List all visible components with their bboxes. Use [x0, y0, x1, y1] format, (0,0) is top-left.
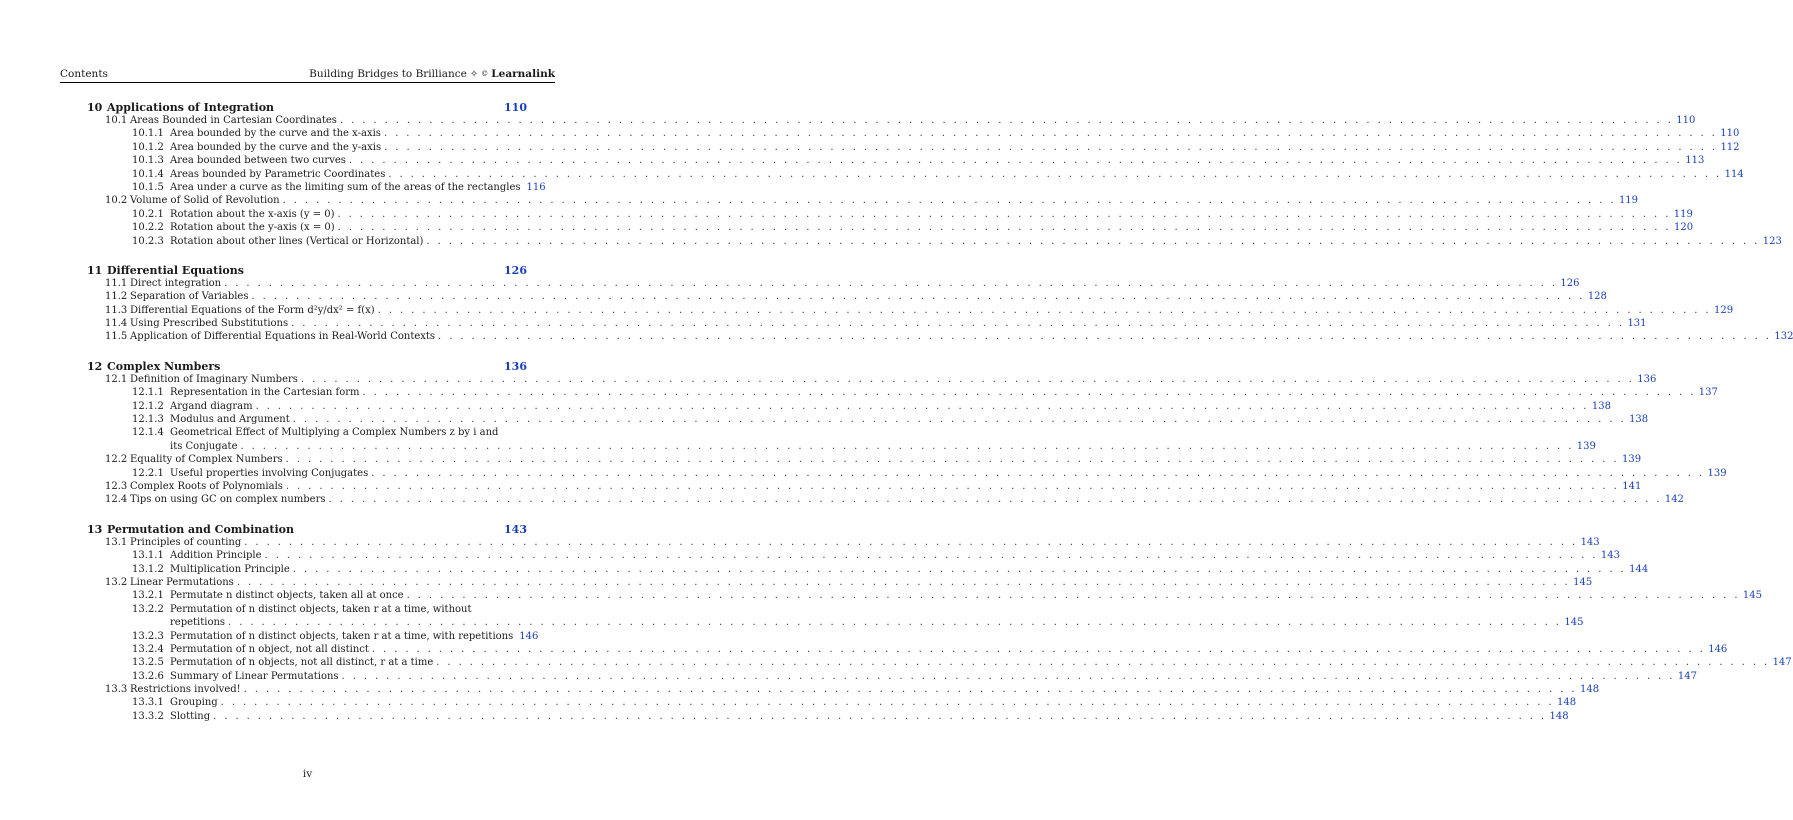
entry-number: 13.1: [105, 536, 128, 548]
dot-leader: . . . . . . . . . . . . . . . . . . . . . . . . . . . . . . . . . . . . . . . . . . . . . . . . . . . . . . . . . . . . . . . . . . . . . . . . . . . . . . . . . . . . . . . . . . . . . . . . . . . . . . . . . . . . . . . . . . . . . . . .: [292, 563, 1627, 575]
dot-leader: . . . . . . . . . . . . . . . . . . . . . . . . . . . . . . . . . . . . . . . . . . . . . . . . . . . . . . . . . . . . . . . . . . . . . . . . . . . . . . . . . . . . . . . . . . . . . . . . . . . . . . . . . . . . . . . . . . . . . . . .: [388, 168, 1722, 180]
entry-title: Separation of Variables: [130, 291, 249, 303]
entry-page-link[interactable]: 128: [1587, 291, 1607, 303]
entry-title: Linear Permutations: [130, 576, 234, 588]
entry-title: Area under a curve as the limiting sum of the areas of the rectangles: [170, 181, 521, 193]
entry-title: Volume of Solid of Revolution: [130, 195, 280, 207]
dot-leader: . . . . . . . . . . . . . . . . . . . . . . . . . . . . . . . . . . . . . . . . . . . . . . . . . . . . . . . . . . . . . . . . . . . . . . . . . . . . . . . . . . . . . . . . . . . . . . . . . . . . . . . . . . . . . . . . . . . . . . . .: [291, 318, 1625, 330]
entry-number: 12.3: [105, 480, 128, 492]
entry-title: Tips on using GC on complex numbers: [130, 494, 326, 506]
dot-leader: . . . . . . . . . . . . . . . . . . . . . . . . . . . . . . . . . . . . . . . . . . . . . . . . . . . . . . . . . . . . . . . . . . . . . . . . . . . . . . . . . . . . . . . . . . . . . . . . . . . . . . . . . . . . . . . . . . . . . . . .: [224, 277, 1558, 289]
toc-entry[interactable]: [87, 493, 1684, 506]
toc-entry[interactable]: [87, 277, 1580, 290]
dot-leader: . . . . . . . . . . . . . . . . . . . . . . . . . . . . . . . . . . . . . . . . . . . . . . . . . . . . . . . . . . . . . . . . . . . . . . . . . . . . . . . . . . . . . . . . . . . . . . . . . . . . . . . . . . . . . . . . . . . . . . . .: [348, 155, 1683, 167]
dot-leader: . . . . . . . . . . . . . . . . . . . . . . . . . . . . . . . . . . . . . . . . . . . . . . . . . . . . . . . . . . . . . . . . . . . . . . . . . . . . . . . . . . . . . . . . . . . . . . . . . . . . . . . . . . . . . . . . . . . . . . . .: [377, 304, 1712, 316]
entry-title: Equality of Complex Numbers: [130, 454, 283, 466]
entry-number: 13.1.1: [132, 550, 164, 562]
entry-number: 11.1: [105, 277, 128, 289]
entry-page-link[interactable]: 139: [1576, 440, 1596, 452]
entry-number: 11.3: [105, 304, 128, 316]
entry-number: 10.2.1: [132, 208, 164, 220]
toc-entry[interactable]: [87, 480, 1642, 493]
entry-title: Permutation of n object, not all distinct: [170, 643, 369, 655]
toc-entry[interactable]: [87, 154, 1705, 167]
entry-title: Direct integration: [130, 277, 222, 289]
dot-leader: . . . . . . . . . . . . . . . . . . . . . . . . . . . . . . . . . . . . . . . . . . . . . . . . . . . . . . . . . . . . . . . . . . . . . . . . . . . . . . . . . . . . . . . . . . . . . . . . . . . . . . . . . . . . . . . . . . . . . . . .: [264, 550, 1598, 562]
dot-leader: . . . . . . . . . . . . . . . . . . . . . . . . . . . . . . . . . . . . . . . . . . . . . . . . . . . . . . . . . . . . . . . . . . . . . . . . . . . . . . . . . . . . . . . . . . . . . . . . . . . . . . . . . . . . . . . . . . . . . . . .: [341, 670, 1675, 682]
chapter-title: [87, 523, 294, 536]
entry-number: 13.2.5: [132, 657, 164, 669]
dot-leader: . . . . . . . . . . . . . . . . . . . . . . . . . . . . . . . . . . . . . . . . . . . . . . . . . . . . . . . . . . . . . . . . . . . . . . . . . . . . . . . . . . . . . . . . . . . . . . . . . . . . . . . . . . . . . . . . . . . . . . . .: [228, 617, 1562, 629]
toc-entry[interactable]: [87, 710, 1569, 723]
entry-page-link[interactable]: 148: [1549, 710, 1569, 722]
header-tagline: Building Bridges to Brilliance: [309, 68, 467, 80]
dot-leader: . . . . . . . . . . . . . . . . . . . . . . . . . . . . . . . . . . . . . . . . . . . . . . . . . . . . . . . . . . . . . . . . . . . . . . . . . . . . . . . . . . . . . . . . . . . . . . . . . . . . . . . . . . . . . . . . . . . . . . . .: [337, 208, 1671, 220]
toc-entry[interactable]: [87, 467, 1727, 480]
entry-title: Rotation about the y-axis (x = 0): [170, 222, 335, 234]
dot-leader: . . . . . . . . . . . . . . . . . . . . . . . . . . . . . . . . . . . . . . . . . . . . . . . . . . . . . . . . . . . . . . . . . . . . . . . . . . . . . . . . . . . . . . . . . . . . . . . . . . . . . . . . . . . . . . . . . . . . . . . .: [244, 536, 1578, 548]
entry-title: Areas bounded by Parametric Coordinates: [170, 168, 386, 180]
entry-number: 10.2: [105, 195, 128, 207]
entry-page-link[interactable]: 110: [1676, 115, 1696, 126]
dot-leader: . . . . . . . . . . . . . . . . . . . . . . . . . . . . . . . . . . . . . . . . . . . . . . . . . . . . . . . . . . . . . . . . . . . . . . . . . . . . . . . . . . . . . . . . . . . . . . . . . . . . . . . . . . . . . . . . . . . . . . . .: [236, 576, 1571, 588]
entry-title: Permutation of n objects, not all distinct, r at a time: [170, 657, 434, 669]
toc-entry[interactable]: [87, 440, 1596, 453]
entry-title: Multiplication Principle: [170, 563, 290, 575]
entry-number: 13.1.2: [132, 563, 164, 575]
header-right: [309, 68, 555, 80]
dot-leader: . . . . . . . . . . . . . . . . . . . . . . . . . . . . . . . . . . . . . . . . . . . . . . . . . . . . . . . . . . . . . . . . . . . . . . . . . . . . . . . . . . . . . . . . . . . . . . . . . . . . . . . . . . . . . . . . . . . . . . . .: [383, 128, 1718, 140]
chapter-title: [87, 264, 244, 277]
toc-entry[interactable]: [87, 696, 1577, 709]
chapter-page-link[interactable]: 143: [504, 522, 527, 536]
dot-leader: . . . . . . . . . . . . . . . . . . . . . . . . . . . . . . . . . . . . . . . . . . . . . . . . . . . . . . . . . . . . . . . . . . . . . . . . . . . . . . . . . . . . . . . . . . . . . . . . . . . . . . . . . . . . . . . . . . . . . . . .: [213, 710, 1547, 722]
entry-page-link[interactable]: 119: [1618, 195, 1639, 207]
entry-title: Area bounded between two curves: [170, 155, 346, 167]
entry-page-link[interactable]: 138: [1591, 400, 1611, 412]
entry-page-link[interactable]: 114: [1724, 168, 1744, 180]
chapter-title-text: Applications of Integration: [107, 101, 275, 114]
entry-title: Useful properties involving Conjugates: [170, 467, 369, 479]
entry-title: Rotation about other lines (Vertical or Horizontal): [170, 235, 424, 247]
entry-number: 12.4: [105, 494, 128, 506]
toc-entry[interactable]: [87, 373, 1657, 386]
entry-page-link[interactable]: 110: [1720, 128, 1740, 140]
toc-entry[interactable]: [87, 589, 1763, 602]
entry-page-link[interactable]: 141: [1622, 480, 1642, 492]
entry-number: 12.1.1: [132, 387, 164, 399]
dot-leader: . . . . . . . . . . . . . . . . . . . . . . . . . . . . . . . . . . . . . . . . . . . . . . . . . . . . . . . . . . . . . . . . . . . . . . . . . . . . . . . . . . . . . . . . . . . . . . . . . . . . . . . . . . . . . . . . . . . . . . . .: [371, 467, 1705, 479]
chapter-page-link[interactable]: 136: [504, 359, 527, 373]
chapter-heading[interactable]: [87, 358, 527, 373]
toc-entry[interactable]: [87, 330, 1793, 343]
entry-title: Modulus and Argument: [170, 414, 290, 426]
dot-leader: . . . . . . . . . . . . . . . . . . . . . . . . . . . . . . . . . . . . . . . . . . . . . . . . . . . . . . . . . . . . . . . . . . . . . . . . . . . . . . . . . . . . . . . . . . . . . . . . . . . . . . . . . . . . . . . . . . . . . . . .: [337, 222, 1671, 234]
dot-leader: . . . . . . . . . . . . . . . . . . . . . . . . . . . . . . . . . . . . . . . . . . . . . . . . . . . . . . . . . . . . . . . . . . . . . . . . . . . . . . . . . . . . . . . . . . . . . . . . . . . . . . . . . . . . . . . . . . . . . . . .: [339, 115, 1674, 126]
dot-leader: . . . . . . . . . . . . . . . . . . . . . . . . . . . . . . . . . . . . . . . . . . . . . . . . . . . . . . . . . . . . . . . . . . . . . . . . . . . . . . . . . . . . . . . . . . . . . . . . . . . . . . . . . . . . . . . . . . . . . . . .: [384, 141, 1718, 153]
entry-page-link[interactable]: 144: [1629, 563, 1649, 575]
entry-number: 12.2.1: [132, 467, 164, 479]
header-brand: Learnalink: [491, 68, 555, 80]
entry-title: Principles of counting: [130, 536, 242, 548]
entry-number: 13.3: [105, 684, 128, 696]
dot-leader: . . . . . . . . . . . . . . . . . . . . . . . . . . . . . . . . . . . . . . . . . . . . . . . . . . . . . . . . . . . . . . . . . . . . . . . . . . . . . . . . . . . . . . . . . . . . . . . . . . . . . . . . . . . . . . . . . . . . . . . .: [251, 291, 1585, 303]
toc-chapter-11: [87, 262, 1793, 344]
chapter-number: 10: [87, 101, 103, 114]
entry-page-link[interactable]: 148: [1556, 697, 1577, 709]
entry-number: 10.1.1: [132, 128, 164, 140]
entry-page-link[interactable]: 119: [1673, 208, 1693, 220]
dot-leader: . . . . . . . . . . . . . . . . . . . . . . . . . . . . . . . . . . . . . . . . . . . . . . . . . . . . . . . . . . . . . . . . . . . . . . . . . . . . . . . . . . . . . . . . . . . . . . . . . . . . . . . . . . . . . . . . . . . . . . . .: [282, 195, 1616, 207]
entry-title: Addition Principle: [170, 550, 262, 562]
toc-entry[interactable]: [87, 208, 1693, 221]
entry-title: Differential Equations of the Form d²y/dx² = f(x): [130, 304, 375, 316]
toc-entry[interactable]: [87, 114, 1696, 127]
entry-number: 12.1.4: [132, 427, 164, 439]
toc-entry[interactable]: [87, 576, 1593, 589]
chapter-page-link[interactable]: 126: [504, 263, 527, 277]
toc-chapter-13: [87, 521, 1792, 723]
entry-number: 13.2.2: [132, 603, 164, 615]
toc-chapter-10: [87, 99, 1782, 248]
chapter-number: 11: [87, 263, 103, 277]
entry-title: Application of Differential Equations in Real-World Contexts: [130, 331, 436, 343]
entry-number: 13.2.4: [132, 643, 164, 655]
entry-page-link[interactable]: 123: [1762, 235, 1782, 247]
chapter-number: 13: [87, 522, 103, 536]
entry-number: 12.1: [105, 373, 128, 385]
chapter-title-text: Complex Numbers: [107, 359, 221, 373]
toc-entry[interactable]: [87, 290, 1607, 303]
registered-mark: ©: [481, 70, 489, 78]
entry-page-link[interactable]: 131: [1627, 318, 1647, 330]
entry-number: 11.4: [105, 318, 128, 330]
toc-entry[interactable]: [87, 670, 1697, 683]
entry-number: 13.2.6: [132, 670, 164, 682]
entry-title: Complex Roots of Polynomials: [130, 480, 283, 492]
entry-page-link[interactable]: 145: [1742, 590, 1763, 602]
dot-leader: . . . . . . . . . . . . . . . . . . . . . . . . . . . . . . . . . . . . . . . . . . . . . . . . . . . . . . . . . . . . . . . . . . . . . . . . . . . . . . . . . . . . . . . . . . . . . . . . . . . . . . . . . . . . . . . . . . . . . . . .: [285, 454, 1619, 466]
entry-title: Permutate n distinct objects, taken all at once: [170, 590, 404, 602]
entry-page-link[interactable]: 126: [1560, 277, 1580, 289]
entry-title: Permutation of n distinct objects, taken r at a time, with repetitions: [170, 630, 514, 642]
table-of-contents: [87, 99, 1793, 737]
dot-leader: . . . . . . . . . . . . . . . . . . . . . . . . . . . . . . . . . . . . . . . . . . . . . . . . . . . . . . . . . . . . . . . . . . . . . . . . . . . . . . . . . . . . . . . . . . . . . . . . . . . . . . . . . . . . . . . . . . . . . . . .: [292, 414, 1627, 426]
entry-number: 13.3.1: [132, 697, 164, 709]
chapter-title: [87, 360, 220, 373]
dot-leader: . . . . . . . . . . . . . . . . . . . . . . . . . . . . . . . . . . . . . . . . . . . . . . . . . . . . . . . . . . . . . . . . . . . . . . . . . . . . . . . . . . . . . . . . . . . . . . . . . . . . . . . . . . . . . . . . . . . . . . . .: [328, 494, 1662, 506]
entry-page-link[interactable]: 142: [1664, 494, 1684, 506]
dot-leader: . . . . . . . . . . . . . . . . . . . . . . . . . . . . . . . . . . . . . . . . . . . . . . . . . . . . . . . . . . . . . . . . . . . . . . . . . . . . . . . . . . . . . . . . . . . . . . . . . . . . . . . . . . . . . . . . . . . . . . . .: [438, 331, 1772, 343]
entry-title: Area bounded by the curve and the y-axis: [170, 141, 382, 153]
toc-entry[interactable]: [87, 317, 1647, 330]
entry-page-link[interactable]: 139: [1707, 467, 1727, 479]
entry-page-link[interactable]: 116: [526, 181, 546, 193]
chapter-title: [87, 101, 274, 114]
entry-page-link[interactable]: 138: [1629, 414, 1649, 426]
toc-entry[interactable]: [87, 194, 1639, 207]
entry-number: 11.5: [105, 331, 128, 343]
toc-entry[interactable]: [87, 643, 1728, 656]
entry-number: 10.2.3: [132, 235, 164, 247]
entry-title: Rotation about the x-axis (y = 0): [170, 208, 335, 220]
chapter-title-text: Permutation and Combination: [107, 522, 295, 536]
entry-title: Using Prescribed Substitutions: [130, 318, 289, 330]
entry-number: 13.2: [105, 576, 128, 588]
dot-leader: . . . . . . . . . . . . . . . . . . . . . . . . . . . . . . . . . . . . . . . . . . . . . . . . . . . . . . . . . . . . . . . . . . . . . . . . . . . . . . . . . . . . . . . . . . . . . . . . . . . . . . . . . . . . . . . . . . . . . . . .: [220, 697, 1554, 709]
entry-page-link[interactable]: 113: [1685, 155, 1705, 167]
chapter-number: 12: [87, 359, 103, 373]
entry-page-link[interactable]: 145: [1564, 617, 1584, 629]
entry-page-link[interactable]: 146: [519, 630, 539, 642]
entry-title: Area bounded by the curve and the x-axis: [170, 128, 381, 140]
entry-title: Slotting: [170, 710, 211, 722]
entry-page-link[interactable]: 137: [1698, 387, 1718, 399]
entry-page-link[interactable]: 132: [1774, 331, 1793, 343]
dot-leader: . . . . . . . . . . . . . . . . . . . . . . . . . . . . . . . . . . . . . . . . . . . . . . . . . . . . . . . . . . . . . . . . . . . . . . . . . . . . . . . . . . . . . . . . . . . . . . . . . . . . . . . . . . . . . . . . . . . . . . . .: [362, 387, 1696, 399]
entry-title: repetitions: [170, 617, 226, 629]
toc-entry[interactable]: [87, 400, 1611, 413]
dot-leader: . . . . . . . . . . . . . . . . . . . . . . . . . . . . . . . . . . . . . . . . . . . . . . . . . . . . . . . . . . . . . . . . . . . . . . . . . . . . . . . . . . . . . . . . . . . . . . . . . . . . . . . . . . . . . . . . . . . . . . . .: [240, 440, 1574, 452]
toc-entry[interactable]: [87, 168, 1744, 181]
entry-page-link[interactable]: 112: [1720, 141, 1740, 153]
entry-page-link[interactable]: 143: [1580, 536, 1600, 548]
page-header: [60, 68, 555, 83]
entry-number: 13.2.3: [132, 630, 164, 642]
entry-title: Restrictions involved!: [130, 684, 241, 696]
toc-entry[interactable]: [87, 304, 1734, 317]
toc-entry[interactable]: [87, 603, 527, 616]
toc-entry[interactable]: [87, 630, 539, 643]
toc-entry[interactable]: [87, 386, 1718, 399]
entry-title: its Conjugate: [170, 440, 238, 452]
sparkle-icon: ✧: [469, 68, 479, 80]
entry-page-link[interactable]: 147: [1677, 670, 1697, 682]
entry-number: 11.2: [105, 291, 128, 303]
dot-leader: . . . . . . . . . . . . . . . . . . . . . . . . . . . . . . . . . . . . . . . . . . . . . . . . . . . . . . . . . . . . . . . . . . . . . . . . . . . . . . . . . . . . . . . . . . . . . . . . . . . . . . . . . . . . . . . . . . . . . . . .: [406, 590, 1740, 602]
toc-entry[interactable]: [87, 616, 1584, 629]
chapter-heading[interactable]: [87, 99, 527, 114]
dot-leader: . . . . . . . . . . . . . . . . . . . . . . . . . . . . . . . . . . . . . . . . . . . . . . . . . . . . . . . . . . . . . . . . . . . . . . . . . . . . . . . . . . . . . . . . . . . . . . . . . . . . . . . . . . . . . . . . . . . . . . . .: [426, 235, 1760, 247]
toc-entry[interactable]: [87, 413, 1649, 426]
entry-page-link[interactable]: 139: [1621, 454, 1642, 466]
header-left: Contents: [60, 68, 108, 80]
entry-number: 13.3.2: [132, 710, 164, 722]
entry-number: 10.1.5: [132, 181, 164, 193]
entry-number: 10.1.4: [132, 168, 164, 180]
entry-title: Argand diagram: [170, 400, 253, 412]
dot-leader: . . . . . . . . . . . . . . . . . . . . . . . . . . . . . . . . . . . . . . . . . . . . . . . . . . . . . . . . . . . . . . . . . . . . . . . . . . . . . . . . . . . . . . . . . . . . . . . . . . . . . . . . . . . . . . . . . . . . . . . .: [285, 480, 1620, 492]
toc-entry[interactable]: [87, 536, 1600, 549]
toc-entry[interactable]: [87, 141, 1740, 154]
entry-number: 12.1.2: [132, 400, 164, 412]
entry-title: Definition of Imaginary Numbers: [130, 373, 298, 385]
entry-page-link[interactable]: 120: [1673, 222, 1694, 234]
page-number: iv: [302, 768, 313, 780]
toc-entry[interactable]: [87, 656, 1792, 669]
entry-title: Geometrical Effect of Multiplying a Complex Numbers z by i and: [170, 427, 499, 439]
toc-entry[interactable]: [87, 563, 1649, 576]
chapter-heading[interactable]: [87, 521, 527, 536]
entry-page-link[interactable]: 129: [1714, 304, 1734, 316]
entry-number: 12.1.3: [132, 414, 164, 426]
toc-entry[interactable]: [87, 235, 1782, 248]
entry-number: 10.1.2: [132, 141, 164, 153]
dot-leader: . . . . . . . . . . . . . . . . . . . . . . . . . . . . . . . . . . . . . . . . . . . . . . . . . . . . . . . . . . . . . . . . . . . . . . . . . . . . . . . . . . . . . . . . . . . . . . . . . . . . . . . . . . . . . . . . . . . . . . . .: [300, 373, 1635, 385]
chapter-heading[interactable]: [87, 262, 527, 277]
dot-leader: . . . . . . . . . . . . . . . . . . . . . . . . . . . . . . . . . . . . . . . . . . . . . . . . . . . . . . . . . . . . . . . . . . . . . . . . . . . . . . . . . . . . . . . . . . . . . . . . . . . . . . . . . . . . . . . . . . . . . . . .: [255, 400, 1589, 412]
entry-number: 10.1.3: [132, 155, 164, 167]
entry-page-link[interactable]: 143: [1600, 550, 1620, 562]
toc-entry[interactable]: [87, 453, 1642, 466]
entry-title: Permutation of n distinct objects, taken r at a time, without: [170, 603, 472, 615]
entry-title: Grouping: [170, 697, 218, 709]
toc-entry[interactable]: [87, 127, 1740, 140]
entry-number: 13.2.1: [132, 590, 164, 602]
entry-page-link[interactable]: 147: [1772, 657, 1792, 669]
chapter-title-text: Differential Equations: [107, 263, 244, 277]
toc-entry[interactable]: [87, 549, 1620, 562]
entry-title: Summary of Linear Permutations: [170, 670, 339, 682]
entry-page-link[interactable]: 136: [1637, 373, 1657, 385]
toc-chapter-12: [87, 358, 1727, 507]
dot-leader: . . . . . . . . . . . . . . . . . . . . . . . . . . . . . . . . . . . . . . . . . . . . . . . . . . . . . . . . . . . . . . . . . . . . . . . . . . . . . . . . . . . . . . . . . . . . . . . . . . . . . . . . . . . . . . . . . . . . . . . .: [243, 684, 1577, 696]
entry-page-link[interactable]: 148: [1579, 684, 1600, 696]
toc-entry[interactable]: [87, 426, 527, 439]
toc-entry[interactable]: [87, 683, 1600, 696]
entry-number: 12.2: [105, 454, 128, 466]
entry-page-link[interactable]: 146: [1708, 643, 1728, 655]
toc-entry[interactable]: [87, 181, 546, 194]
entry-number: 10.1: [105, 115, 128, 126]
entry-title: Areas Bounded in Cartesian Coordinates: [130, 115, 337, 126]
chapter-page-link[interactable]: 110: [504, 101, 527, 114]
toc-entry[interactable]: [87, 221, 1694, 234]
dot-leader: . . . . . . . . . . . . . . . . . . . . . . . . . . . . . . . . . . . . . . . . . . . . . . . . . . . . . . . . . . . . . . . . . . . . . . . . . . . . . . . . . . . . . . . . . . . . . . . . . . . . . . . . . . . . . . . . . . . . . . . .: [371, 643, 1706, 655]
dot-leader: . . . . . . . . . . . . . . . . . . . . . . . . . . . . . . . . . . . . . . . . . . . . . . . . . . . . . . . . . . . . . . . . . . . . . . . . . . . . . . . . . . . . . . . . . . . . . . . . . . . . . . . . . . . . . . . . . . . . . . . .: [436, 657, 1770, 669]
entry-number: 10.2.2: [132, 222, 164, 234]
entry-title: Representation in the Cartesian form: [170, 387, 360, 399]
entry-page-link[interactable]: 145: [1573, 576, 1593, 588]
